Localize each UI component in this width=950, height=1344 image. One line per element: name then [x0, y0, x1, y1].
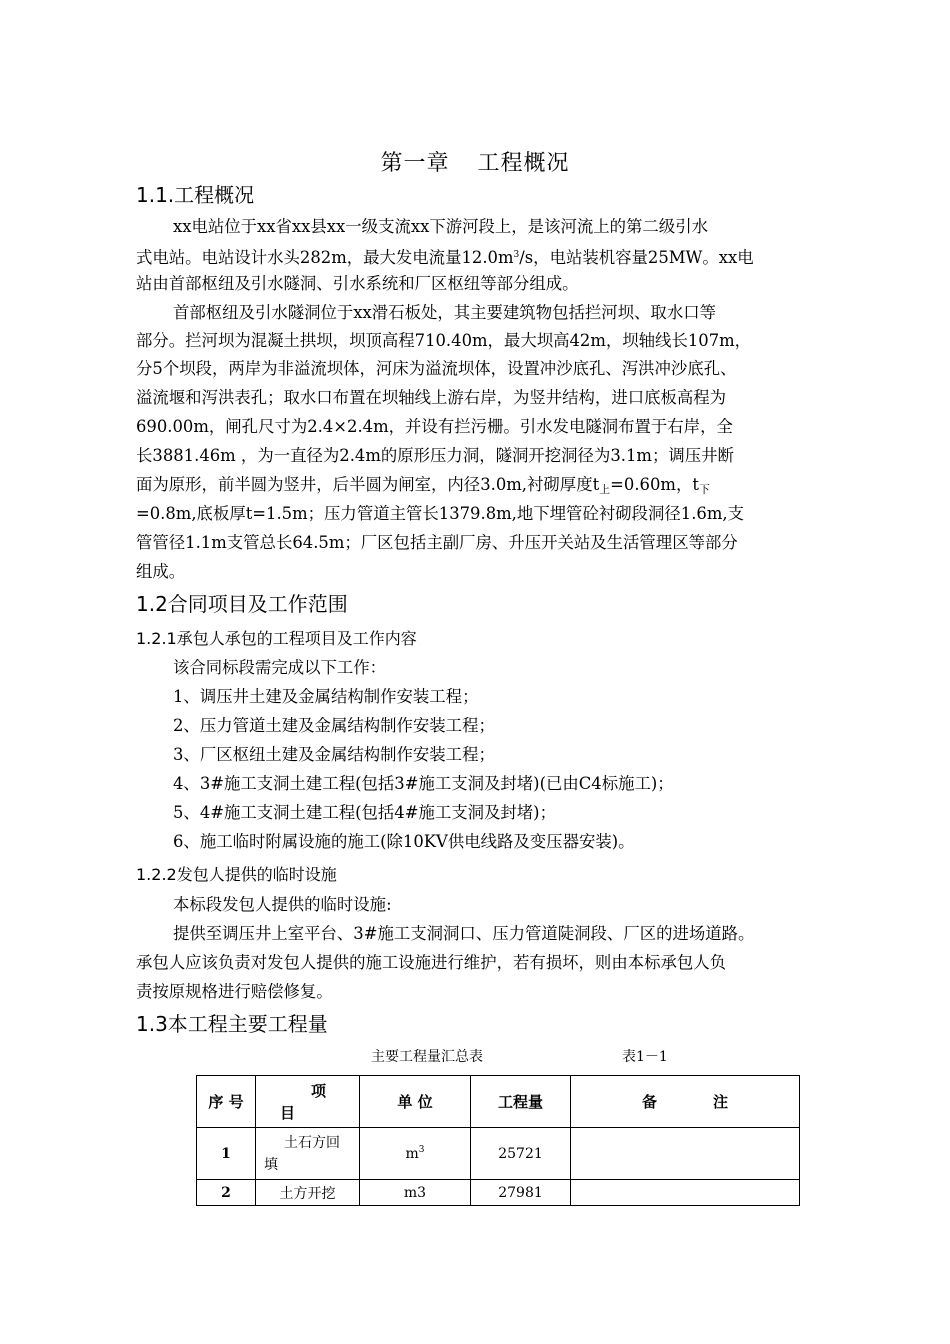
paragraph-line: 该合同标段需完成以下工作： [173, 658, 387, 677]
cell-unit: $m^3$ [360, 1128, 471, 1180]
paragraph-line: 首部枢纽及引水隧洞位于xx滑石板处，其主要建筑物包括拦河坝、取水口等 [173, 303, 716, 322]
section-heading-1-2-2: 1.2.2发包人提供的临时设施 [136, 865, 337, 884]
header-quantity: 工程量 [471, 1076, 571, 1128]
header-note: 备 注 [571, 1076, 800, 1128]
header-unit: 单 位 [360, 1076, 471, 1128]
table-number: 表1－1 [622, 1049, 668, 1065]
chapter-number: 第一章 [380, 151, 450, 176]
table-row [197, 1180, 800, 1206]
paragraph-line: 提供至调压井上室平台、3#施工支洞洞口、压力管道陡洞段、厂区的进场道路。 [173, 924, 755, 943]
section-heading-1-3: 1.3本工程主要工程量 [136, 1012, 328, 1036]
paragraph-line: 面为原形，前半圆为竖井，后半圆为闸室，内径3.0m,衬砌厚度$t_上=0.60m$，$t_下$ [136, 475, 710, 496]
header-no: 序 号 [197, 1076, 256, 1128]
chapter-name: 工程概况 [477, 151, 570, 176]
section-heading-1-1: 1.1.工程概况 [136, 183, 255, 207]
paragraph-line: 组成。 [136, 562, 186, 581]
paragraph-line: 部分。拦河坝为混凝土拱坝，坝顶高程710.40m，最大坝高42m，坝轴线长107m， [136, 331, 752, 350]
paragraph-line: 式电站。电站设计水头282m，最大发电流量$12.0m^3/s$，电站装机容量25MW。xx电 [136, 248, 754, 267]
paragraph-line: 本标段发包人提供的临时设施: [173, 895, 392, 914]
paragraph-line: 承包人应该负责对发包人提供的施工设施进行维护，若有损坏，则由本标承包人负 [136, 953, 727, 972]
section-heading-1-2: 1.2合同项目及工作范围 [136, 592, 348, 616]
section-heading-1-2-1: 1.2.1承包人承包的工程项目及工作内容 [136, 629, 417, 648]
table-header-row [197, 1076, 800, 1128]
paragraph-line: 责按原规格进行赔偿修复。 [136, 982, 333, 1001]
cell-no: 1 [197, 1128, 256, 1180]
paragraph-line: 站由首部枢纽及引水隧洞、引水系统和厂区枢纽等部分组成。 [136, 274, 579, 293]
table-caption: 主要工程量汇总表 [371, 1049, 483, 1065]
cell-item: 土方开挖 [256, 1180, 360, 1206]
header-item: 项 目 [256, 1076, 360, 1128]
list-item: 1、调压井土建及金属结构制作安装工程； [173, 687, 479, 706]
paragraph-line: 690.00m，闸孔尺寸为2.4×2.4m，并设有拦污栅。引水发电隧洞布置于右岸，全 [136, 417, 733, 436]
cell-unit: m3 [360, 1180, 471, 1206]
cell-note [571, 1128, 800, 1180]
cell-note [571, 1180, 800, 1206]
list-item: 4、3#施工支洞土建工程(包括3#施工支洞及封堵)(已由C4标施工)； [173, 774, 674, 793]
cell-item: 土石方回 填 [256, 1128, 360, 1180]
list-item: 6、施工临时附属设施的施工(除10KV供电线路及变压器安装)。 [173, 832, 635, 851]
paragraph-line: =0.8m,底板厚t=1.5m；压力管道主管长1379.8m,地下埋管砼衬砌段洞径1.6m,支 [136, 504, 744, 523]
paragraph-line: 管管径1.1m支管总长64.5m；厂区包括主副厂房、升压开关站及生活管理区等部分 [136, 533, 738, 552]
cell-no: 2 [197, 1180, 256, 1206]
quantities-table [196, 1075, 800, 1206]
cell-quantity: 25721 [471, 1128, 571, 1180]
paragraph-line: 溢流堰和泻洪表孔；取水口布置在坝轴线上游右岸，为竖井结构，进口底板高程为 [136, 388, 727, 407]
list-item: 2、压力管道土建及金属结构制作安装工程； [173, 716, 495, 735]
list-item: 3、厂区枢纽土建及金属结构制作安装工程； [173, 745, 495, 764]
cell-quantity: 27981 [471, 1180, 571, 1206]
paragraph-line: 长3881.46m ，为一直径为2.4m的原形压力洞，隧洞开挖洞径为3.1m；调压井断 [136, 446, 734, 465]
chapter-title [0, 146, 950, 177]
list-item: 5、4#施工支洞土建工程(包括4#施工支洞及封堵)； [173, 803, 556, 822]
paragraph-line: xx电站位于xx省xx县xx一级支流xx下游河段上，是该河流上的第二级引水 [173, 217, 708, 236]
paragraph-line: 分5个坝段，两岸为非溢流坝体，河床为溢流坝体，设置冲沙底孔、泻洪冲沙底孔、 [136, 359, 737, 378]
table-row [197, 1128, 800, 1180]
